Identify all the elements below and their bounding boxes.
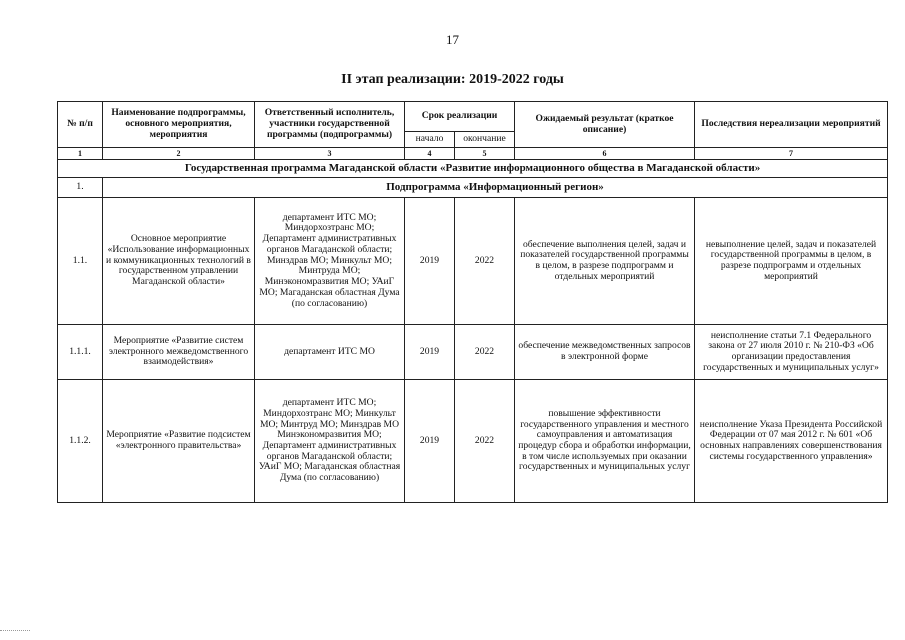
activities-table [57, 101, 888, 503]
program-title: Государственная программа Магаданской области «Развитие информационного общества в Магаданской области» [58, 160, 888, 178]
table-row [58, 325, 888, 380]
page-number: 17 [446, 32, 459, 47]
column-number: 5 [455, 148, 515, 160]
column-number: 7 [695, 148, 888, 160]
row-expected: обеспечение межведомственных запросов в электронной форме [515, 325, 695, 380]
header-name: Наименование подпрограммы, основного мероприятия, мероприятия [103, 102, 255, 148]
row-end: 2022 [455, 380, 515, 503]
scan-artifact [0, 630, 30, 634]
subprogram-title: Подпрограмма «Информационный регион» [103, 178, 888, 198]
table-row [58, 380, 888, 503]
column-number: 1 [58, 148, 103, 160]
header-consequences: Последствия нереализации мероприятий [695, 102, 888, 148]
table-header-row [58, 102, 888, 132]
row-start: 2019 [405, 380, 455, 503]
subprogram-num: 1. [58, 178, 103, 198]
subprogram-row [58, 178, 888, 198]
row-consequences: невыполнение целей, задач и показателей государственной программы в целом, в разрезе подпрограмм и отдельных мероприятий [695, 198, 888, 325]
row-expected: обеспечение выполнения целей, задач и показателей государственной программы в целом, в разрезе подпрограмм и отдельных мероприятий [515, 198, 695, 325]
header-expected: Ожидаемый результат (краткое описание) [515, 102, 695, 148]
row-num: 1.1.2. [58, 380, 103, 503]
program-row [58, 160, 888, 178]
row-name: Мероприятие «Развитие систем электронного межведомственного взаимодействия» [103, 325, 255, 380]
column-number: 3 [255, 148, 405, 160]
row-num: 1.1. [58, 198, 103, 325]
header-num: № п/п [58, 102, 103, 148]
row-start: 2019 [405, 325, 455, 380]
header-executor: Ответственный исполнитель, участники государственной программы (подпрограммы) [255, 102, 405, 148]
header-end: окончание [455, 132, 515, 148]
column-number: 4 [405, 148, 455, 160]
stage-title: II этап реализации: 2019-2022 годы [341, 72, 564, 87]
row-start: 2019 [405, 198, 455, 325]
table-row [58, 198, 888, 325]
row-end: 2022 [455, 325, 515, 380]
column-number: 2 [103, 148, 255, 160]
header-start: начало [405, 132, 455, 148]
row-consequences: неисполнение статьи 7.1 Федерального закона от 27 июля 2010 г. № 210-ФЗ «Об организации предоставления государственных и муниципальных услуг» [695, 325, 888, 380]
header-period: Срок реализации [405, 102, 515, 132]
row-expected: повышение эффективности государственного управления и местного самоуправления и автоматизация процедур сбора и обработки информации, в том числе используемых при оказании государственных и муниципальных услуг [515, 380, 695, 503]
row-name: Основное мероприятие «Использование информационных и коммуникационных технологий в государственном управлении Магаданской области» [103, 198, 255, 325]
row-end: 2022 [455, 198, 515, 325]
row-executor: департамент ИТС МО; Миндорхозтранс МО; Департамент административных органов Магаданской области; Минздрав МО; Минкульт МО; Минтруда МО; Минэкономразвития МО; УАиГ МО; Магаданская областная Дума (по согласованию) [255, 198, 405, 325]
column-number: 6 [515, 148, 695, 160]
row-name: Мероприятие «Развитие подсистем «электронного правительства» [103, 380, 255, 503]
row-consequences: неисполнение Указа Президента Российской Федерации от 07 мая 2012 г. № 601 «Об основных направлениях совершенствования системы государственного управления» [695, 380, 888, 503]
row-executor: департамент ИТС МО [255, 325, 405, 380]
row-num: 1.1.1. [58, 325, 103, 380]
column-numbers-row [58, 148, 888, 160]
row-executor: департамент ИТС МО; Миндорхозтранс МО; Минкульт МО; Минтруд МО; Минздрав МО Минэкономразвития МО; Департамент административных органов Магаданской области; УАиГ МО; Магаданская областная Дума (по согласованию) [255, 380, 405, 503]
